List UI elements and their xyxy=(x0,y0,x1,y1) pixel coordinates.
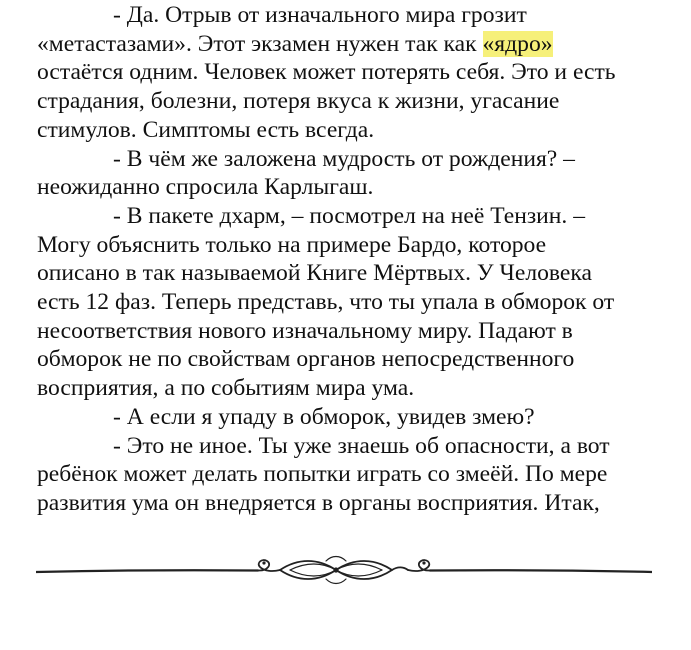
text-segment: стимулов. Симптомы есть всегда. xyxy=(37,116,375,143)
text-segment: описано в так называемой Книге Мёртвых. У Человека xyxy=(37,260,592,287)
text-line xyxy=(37,345,662,374)
ornamental-divider-icon xyxy=(36,546,652,596)
text-segment: есть 12 фаз. Теперь представь, что ты упала в обморок от xyxy=(37,289,615,316)
text-segment: неожиданно спросила Карлыгаш. xyxy=(37,174,374,201)
text-line xyxy=(37,317,662,346)
text-segment: восприятия, а по событиям мира ума. xyxy=(37,375,415,402)
text-line xyxy=(37,374,662,403)
text-segment: - Да. Отрыв от изначального мира грозит xyxy=(113,2,527,28)
paragraph xyxy=(37,403,662,432)
text-line xyxy=(37,460,662,489)
text-segment: - Это не иное. Ты уже знаешь об опасности, а вот xyxy=(113,432,610,459)
text-segment: страдания, болезни, потеря вкуса к жизни, угасание xyxy=(37,88,560,115)
text-line xyxy=(37,1,662,30)
text-line xyxy=(37,58,662,87)
paragraph xyxy=(37,145,662,202)
text-segment: «метастазами». Этот экзамен нужен так как xyxy=(37,30,483,57)
text-line xyxy=(37,288,662,317)
text-line xyxy=(37,145,662,174)
text-line xyxy=(37,259,662,288)
text-line xyxy=(37,403,662,432)
text-segment: несоответствия нового изначальному миру. Падают в xyxy=(37,317,573,344)
text-line xyxy=(37,87,662,116)
text-line xyxy=(37,173,662,202)
text-line xyxy=(37,489,662,518)
text-segment: Могу объяснить только на примере Бардо, которое xyxy=(37,231,547,258)
text-segment: остаётся одним. Человек может потерять себя. Это и есть xyxy=(37,59,616,86)
text-segment: - В чём же заложена мудрость от рождения? – xyxy=(113,145,575,172)
highlighted-text: «ядро» xyxy=(482,30,553,57)
paragraph xyxy=(37,202,662,403)
text-line xyxy=(37,231,662,260)
text-line xyxy=(37,116,662,145)
document-page xyxy=(37,1,662,518)
text-line xyxy=(37,30,662,59)
text-segment: - В пакете дхарм, – посмотрел на неё Тензин. – xyxy=(113,202,586,229)
text-line xyxy=(37,202,662,231)
text-segment: ребёнок может делать попытки играть со змеёй. По мере xyxy=(37,461,608,488)
text-segment: развития ума он внедряется в органы восприятия. Итак, xyxy=(37,489,600,516)
text-segment: обморок не по свойствам органов непосредственного xyxy=(37,346,575,373)
paragraph xyxy=(37,432,662,518)
text-line xyxy=(37,432,662,461)
text-segment: - А если я упаду в обморок, увидев змею? xyxy=(113,403,535,430)
paragraph xyxy=(37,1,662,145)
